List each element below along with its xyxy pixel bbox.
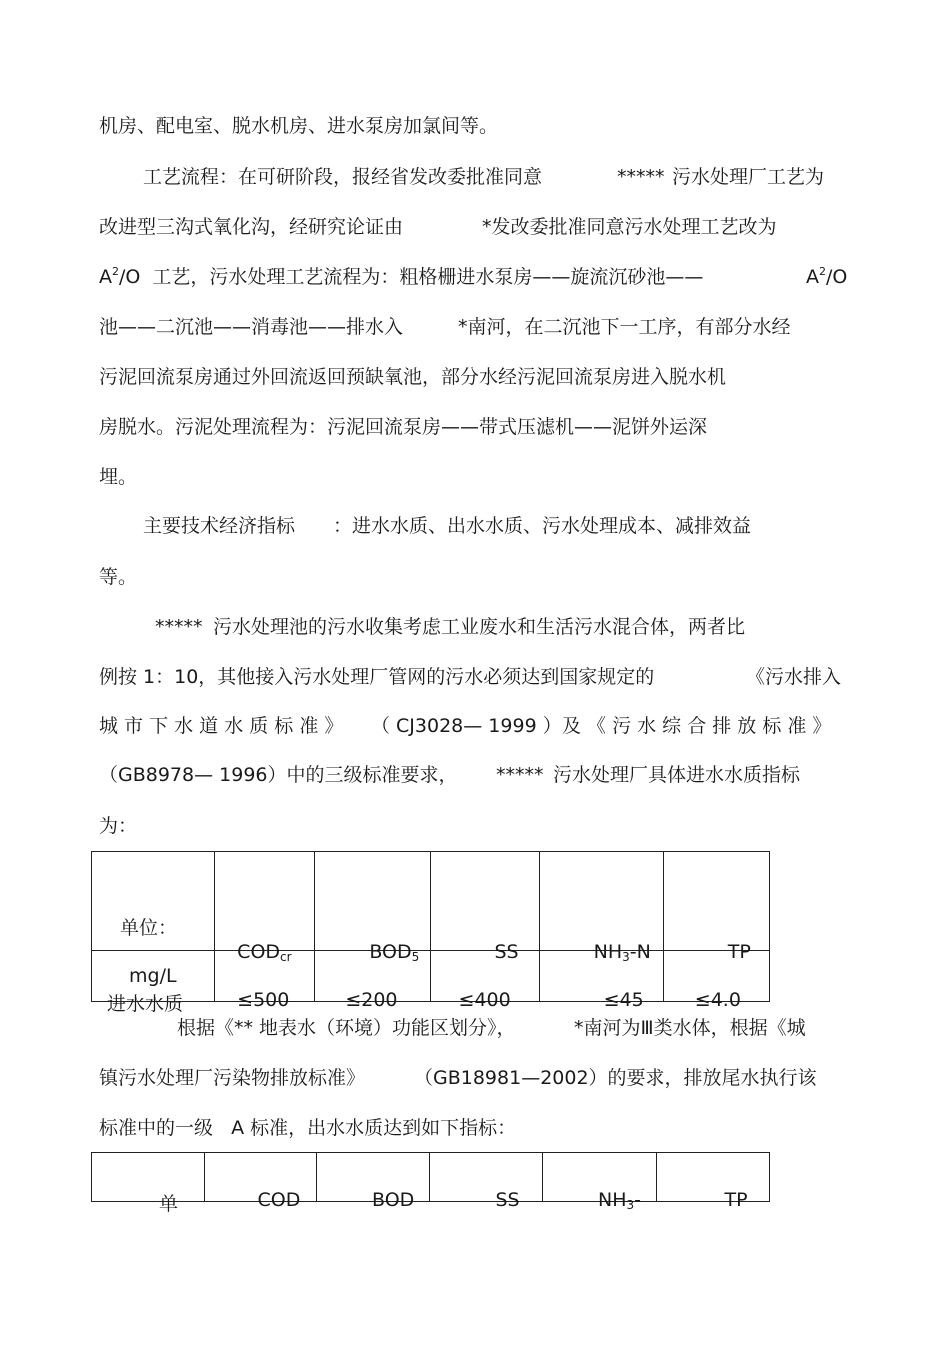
text-line-13c: 及 《 污 水 综 合 排 放 标 准 》 — [562, 715, 832, 737]
text-line-3a: 改进型三沟式氧化沟，经研究论证由 — [99, 216, 404, 238]
nh3-header-cell-2 — [542, 1153, 656, 1212]
text-line-17b: （GB18981—2002）的要求，排放尾水执行该 — [414, 1067, 817, 1089]
text-line-11b: 污水处理池的污水收集考虑工业废水和生活污水混合体，两者比 — [213, 616, 746, 638]
text-line-2c: 污水处理厂工艺为 — [672, 166, 825, 188]
row-label: 进水水质 — [107, 993, 184, 1015]
text-line-6: 污泥回流泵房通过外回流返回预缺氧池，部分水经污泥回流泵房进入脱水机 — [99, 366, 727, 388]
text-line-16a: 根据《** 地表水（环境）功能区划分》， — [177, 1017, 516, 1039]
text-line-2a: 工艺流程：在可研阶段，报经省发改委批准同意 — [143, 166, 543, 188]
text-line-8: 埋。 — [99, 466, 138, 488]
cod-header-2: COD — [257, 1189, 301, 1211]
cod-header-cell-2 — [204, 1153, 317, 1211]
text-line-14b: ***** — [496, 764, 544, 786]
unit-value: mg/L — [129, 965, 177, 987]
tp-value-cell — [663, 951, 769, 1011]
nh3-header-cell — [539, 852, 663, 964]
influent-quality-table — [91, 851, 770, 1015]
effluent-quality-table — [91, 1152, 770, 1215]
cod-header: $COD_{cr}$ — [237, 941, 292, 964]
ss-header: SS — [494, 941, 519, 963]
ss-value: ≤400 — [458, 989, 511, 1011]
unit-label-2: 单 — [159, 1193, 179, 1215]
text-line-9b: ：进水水质、出水水质、污水处理成本、减排效益 — [333, 515, 752, 537]
nh3-value: ≤45 — [603, 989, 644, 1011]
text-line-4a: $A^2/O$ 工艺，污水处理工艺流程为：粗格栅进水泵房——旋流沉砂池—— — [99, 265, 704, 288]
text-line-18: 标准中的一级 A 标准，出水水质达到如下指标： — [99, 1117, 517, 1139]
cod-value: ≤500 — [237, 989, 290, 1011]
text-line-12b: 《污水排入 — [746, 666, 842, 688]
text-line-5a: 池——二沉池——消毒池——排水入 — [99, 316, 404, 338]
text-line-12a: 例按 1：10，其他接入污水处理厂管网的污水必须达到国家规定的 — [99, 666, 655, 688]
bod-value: ≤200 — [345, 989, 398, 1011]
nh3-header-2: $NH_3-$ — [597, 1189, 641, 1212]
tp-value: ≤4.0 — [694, 989, 741, 1011]
text-line-4b: $A^2/O$ — [806, 265, 848, 288]
ss-header-2: SS — [495, 1189, 520, 1211]
text-line-1: 机房、配电室、脱水机房、进水泵房加氯间等。 — [99, 115, 499, 137]
text-line-11a: ***** — [155, 616, 203, 638]
nh3-header: $NH_3-N$ — [593, 941, 651, 964]
bod-header-cell-2 — [317, 1153, 430, 1211]
text-line-7: 房脱水。污泥处理流程为：污泥回流泵房——带式压滤机——泥饼外运深 — [99, 416, 708, 438]
ss-value-cell — [431, 951, 539, 1011]
tp-header-2: TP — [724, 1189, 748, 1211]
text-line-10: 等。 — [99, 566, 138, 588]
text-line-2b: ***** — [617, 166, 665, 188]
bod-header-2: BOD — [372, 1189, 415, 1211]
tp-header-cell-2 — [657, 1153, 770, 1211]
text-line-5b: *南河，在二沉池下一工序，有部分水经 — [458, 316, 791, 338]
cod-header-cell — [215, 852, 315, 964]
text-line-13b: （ CJ3028— 1999 ） — [371, 715, 562, 737]
text-line-9a: 主要技术经济指标 — [143, 515, 296, 537]
text-line-15: 为： — [99, 815, 138, 837]
ss-header-cell-2 — [430, 1153, 543, 1211]
bod-header-cell — [315, 852, 431, 964]
tp-header: TP — [727, 941, 751, 963]
text-line-16b: *南河为Ⅲ类水体，根据《城 — [574, 1017, 806, 1039]
bod-header: $BOD_5$ — [369, 941, 420, 964]
text-line-17a: 镇污水处理厂污染物排放标准》 — [99, 1067, 366, 1089]
ss-header-cell — [431, 852, 539, 963]
text-line-3b: *发改委批准同意污水处理工艺改为 — [482, 216, 777, 238]
unit-header-cell — [92, 852, 215, 987]
tp-header-cell — [663, 852, 769, 963]
text-line-14c: 污水处理厂具体进水水质指标 — [553, 764, 801, 786]
unit-header-cell-2 — [92, 1153, 205, 1215]
text-line-13a: 城 市 下 水 道 水 质 标 准 》 — [99, 715, 344, 737]
text-line-14a: （GB8978— 1996）中的三级标准要求， — [99, 764, 458, 786]
unit-label: 单位： — [120, 917, 178, 939]
